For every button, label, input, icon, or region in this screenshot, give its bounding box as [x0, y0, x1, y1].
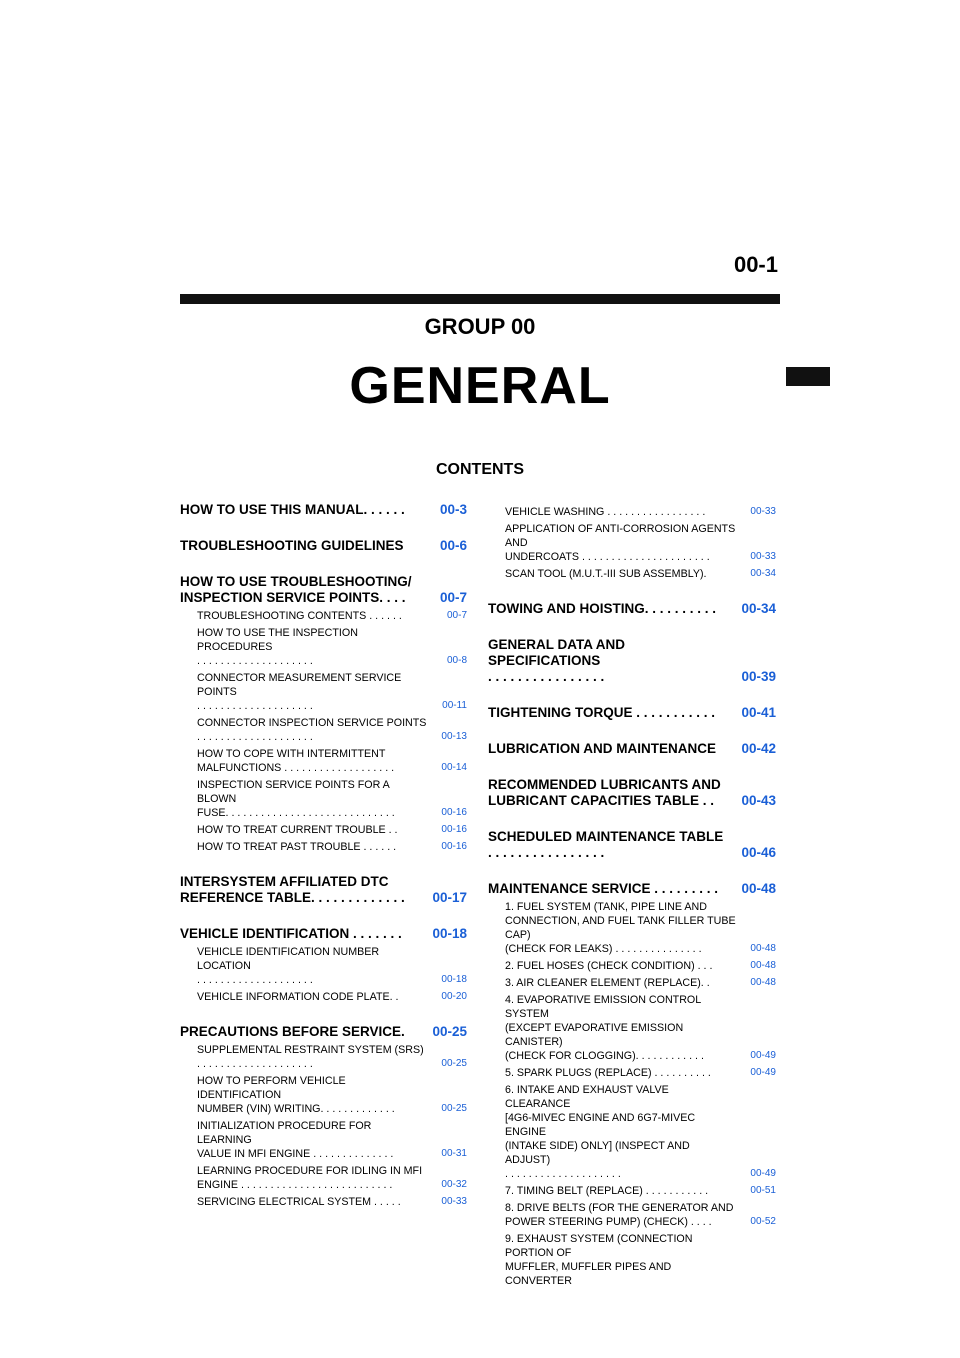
- toc-subsection-entry[interactable]: [197, 1074, 467, 1116]
- toc-subsection-entry[interactable]: [197, 990, 467, 1004]
- toc-entry-title: HOW TO TREAT PAST TROUBLE . . . . . .: [197, 841, 397, 853]
- toc-page-link[interactable]: 00-33: [441, 1196, 467, 1207]
- page-title: GENERAL: [349, 357, 611, 415]
- toc-entry-title: SUPPLEMENTAL RESTRAINT SYSTEM (SRS) . . . . . . . . . . . . . . . . . . . .: [197, 1044, 424, 1070]
- toc-entry-title: LUBRICATION AND MAINTENANCE: [488, 741, 716, 756]
- toc-page-link[interactable]: 00-48: [741, 881, 776, 896]
- toc-page-link[interactable]: 00-7: [439, 590, 467, 605]
- toc-page-link[interactable]: 00-43: [741, 793, 776, 808]
- toc-page-link[interactable]: 00-42: [741, 741, 776, 756]
- toc-page-link[interactable]: 00-49: [750, 1168, 776, 1179]
- toc-entry-title: 3. AIR CLEANER ELEMENT (REPLACE). .: [505, 977, 710, 989]
- toc-entry-title: 1. FUEL SYSTEM (TANK, PIPE LINE AND CONNECTION, AND FUEL TANK FILLER TUBE CAP) (CHECK FOR LEAKS) . . . . . . . . . . . . . . .: [505, 901, 736, 955]
- toc-subsection-entry[interactable]: [505, 993, 776, 1063]
- toc-entry-title: MAINTENANCE SERVICE . . . . . . . . .: [488, 881, 719, 896]
- toc-entry-title: LEARNING PROCEDURE FOR IDLING IN MFI ENGINE . . . . . . . . . . . . . . . . . . . . . . . . . .: [197, 1165, 423, 1191]
- toc-subsection-entry[interactable]: [197, 945, 467, 987]
- toc-page-link[interactable]: 00-6: [439, 538, 467, 553]
- toc-entry-title: HOW TO TREAT CURRENT TROUBLE . .: [197, 824, 398, 836]
- toc-page-link[interactable]: 00-34: [741, 601, 776, 616]
- toc-page-link[interactable]: 00-8: [446, 655, 467, 666]
- toc-page-link[interactable]: 00-25: [441, 1103, 467, 1114]
- toc-entry-title: 8. DRIVE BELTS (FOR THE GENERATOR AND POWER STEERING PUMP) (CHECK) . . . .: [505, 1202, 734, 1228]
- toc-subsection-entry[interactable]: [197, 671, 467, 713]
- toc-subsection-entry[interactable]: [197, 1164, 467, 1192]
- toc-left-column: [180, 502, 467, 1209]
- page-number: 00-1: [733, 252, 778, 277]
- toc-subsection-entry[interactable]: [197, 1195, 467, 1209]
- toc-section-entry[interactable]: [180, 538, 467, 554]
- toc-page-link[interactable]: 00-16: [441, 841, 467, 852]
- toc-subsection-entry[interactable]: [505, 1201, 776, 1229]
- toc-entry-title: CONNECTOR INSPECTION SERVICE POINTS . . . . . . . . . . . . . . . . . . . .: [197, 717, 427, 743]
- toc-subsection-entry[interactable]: [505, 959, 776, 973]
- toc-entry-title: 6. INTAKE AND EXHAUST VALVE CLEARANCE [4G6-MIVEC ENGINE AND 6G7-MIVEC ENGINE (INTAKE SIDE) ONLY] (INSPECT AND ADJUST) . . . . . . . . . . . . . . . . . . . .: [505, 1084, 696, 1180]
- toc-entry-title: 2. FUEL HOSES (CHECK CONDITION) . . .: [505, 960, 713, 972]
- toc-page-link[interactable]: 00-31: [441, 1148, 467, 1159]
- toc-page-link[interactable]: 00-34: [750, 568, 776, 579]
- toc-section-entry[interactable]: [488, 829, 776, 861]
- toc-page-link[interactable]: 00-14: [441, 762, 467, 773]
- toc-subsection-entry[interactable]: [197, 1119, 467, 1161]
- toc-section-entry[interactable]: [488, 881, 776, 897]
- toc-page-link[interactable]: 00-48: [750, 960, 776, 971]
- toc-page-link[interactable]: 00-25: [432, 1024, 467, 1039]
- toc-entry-title: SERVICING ELECTRICAL SYSTEM . . . . .: [197, 1196, 401, 1208]
- toc-subsection-entry[interactable]: [197, 716, 467, 744]
- toc-subsection-entry[interactable]: [197, 823, 467, 837]
- toc-subsection-entry[interactable]: [197, 609, 467, 623]
- toc-page-link[interactable]: 00-52: [750, 1216, 776, 1227]
- toc-entry-title: VEHICLE IDENTIFICATION NUMBER LOCATION . . . . . . . . . . . . . . . . . . . .: [197, 946, 380, 986]
- toc-section-entry[interactable]: [488, 777, 776, 809]
- toc-entry-title: 4. EVAPORATIVE EMISSION CONTROL SYSTEM (EXCEPT EVAPORATIVE EMISSION CANISTER) (CHECK FOR CLOGGING). . . . . . . . . . . .: [505, 994, 704, 1062]
- toc-page-link[interactable]: 00-18: [432, 926, 467, 941]
- toc-page-link[interactable]: 00-41: [741, 705, 776, 720]
- toc-entry-title: VEHICLE IDENTIFICATION . . . . . . .: [180, 926, 402, 941]
- toc-entry-title: RECOMMENDED LUBRICANTS AND LUBRICANT CAPACITIES TABLE . .: [488, 777, 721, 808]
- toc-subsection-entry[interactable]: [505, 505, 776, 519]
- toc-section-entry[interactable]: [180, 926, 467, 942]
- toc-section-entry[interactable]: [488, 601, 776, 617]
- toc-entry-title: HOW TO USE TROUBLESHOOTING/ INSPECTION SERVICE POINTS. . . .: [180, 574, 412, 605]
- toc-entry-title: HOW TO PERFORM VEHICLE IDENTIFICATION NUMBER (VIN) WRITING. . . . . . . . . . . . .: [197, 1075, 395, 1115]
- toc-page-link[interactable]: 00-13: [441, 731, 467, 742]
- toc-section-entry[interactable]: [180, 574, 467, 606]
- toc-page-link[interactable]: 00-16: [441, 824, 467, 835]
- group-title: GROUP 00: [424, 314, 536, 339]
- toc-page-link[interactable]: 00-32: [441, 1179, 467, 1190]
- toc-entry-title: VEHICLE WASHING . . . . . . . . . . . . . . . . .: [505, 506, 706, 518]
- toc-entry-title: TIGHTENING TORQUE . . . . . . . . . . .: [488, 705, 716, 720]
- toc-entry-title: HOW TO USE THE INSPECTION PROCEDURES . . . . . . . . . . . . . . . . . . . .: [197, 627, 358, 667]
- toc-subsection-entry[interactable]: [505, 1184, 776, 1198]
- toc-section-entry[interactable]: [180, 874, 467, 906]
- toc-subsection-entry[interactable]: [197, 747, 467, 775]
- toc-page-link[interactable]: 00-16: [441, 807, 467, 818]
- toc-page-link[interactable]: 00-17: [432, 890, 467, 905]
- toc-page-link[interactable]: 00-49: [750, 1050, 776, 1061]
- toc-page-link[interactable]: 00-48: [750, 977, 776, 988]
- toc-page-link[interactable]: 00-51: [750, 1185, 776, 1196]
- toc-entry-title: TROUBLESHOOTING CONTENTS . . . . . .: [197, 610, 402, 622]
- toc-entry-title: CONNECTOR MEASUREMENT SERVICE POINTS . . . . . . . . . . . . . . . . . . . .: [197, 672, 402, 712]
- toc-section-entry[interactable]: [488, 741, 776, 757]
- toc-page-link[interactable]: 00-7: [446, 610, 467, 621]
- toc-subsection-entry[interactable]: [505, 522, 776, 564]
- toc-section-entry[interactable]: [180, 1024, 467, 1040]
- header-rule: [180, 294, 780, 304]
- toc-entry-title: TOWING AND HOISTING. . . . . . . . . .: [488, 601, 717, 616]
- toc-page-link[interactable]: 00-48: [750, 943, 776, 954]
- toc-page-link[interactable]: 00-20: [441, 991, 467, 1002]
- toc-subsection-entry[interactable]: [505, 900, 776, 956]
- toc-entry-title: INITIALIZATION PROCEDURE FOR LEARNING VALUE IN MFI ENGINE . . . . . . . . . . . . . .: [197, 1120, 394, 1160]
- toc-page-link[interactable]: 00-11: [442, 700, 467, 711]
- toc-subsection-entry[interactable]: [505, 976, 776, 990]
- toc-entry-title: PRECAUTIONS BEFORE SERVICE.: [180, 1024, 405, 1039]
- toc-subsection-entry[interactable]: [505, 1232, 776, 1288]
- toc-entry-title: 9. EXHAUST SYSTEM (CONNECTION PORTION OF MUFFLER, MUFFLER PIPES AND CONVERTER: [505, 1233, 693, 1287]
- toc-entry-title: INSPECTION SERVICE POINTS FOR A BLOWN FUSE. . . . . . . . . . . . . . . . . . . . . . . . . . . . .: [197, 779, 395, 819]
- toc-page-link[interactable]: 00-46: [741, 845, 776, 860]
- toc-page-link[interactable]: 00-33: [750, 551, 776, 562]
- toc-entry-title: APPLICATION OF ANTI-CORROSION AGENTS AND UNDERCOATS . . . . . . . . . . . . . . . . . . . . . .: [505, 523, 736, 563]
- toc-entry-title: HOW TO COPE WITH INTERMITTENT MALFUNCTIONS . . . . . . . . . . . . . . . . . . .: [197, 748, 395, 774]
- toc-page-link[interactable]: 00-33: [750, 506, 776, 517]
- toc-right-column: [488, 502, 776, 1288]
- toc-entry-title: 5. SPARK PLUGS (REPLACE) . . . . . . . . . .: [505, 1067, 711, 1079]
- toc-page-link[interactable]: 00-18: [441, 974, 467, 985]
- toc-entry-title: 7. TIMING BELT (REPLACE) . . . . . . . . . . .: [505, 1185, 709, 1197]
- toc-entry-title: SCHEDULED MAINTENANCE TABLE . . . . . . . . . . . . . . . .: [488, 829, 724, 860]
- toc-subsection-entry[interactable]: [197, 778, 467, 820]
- toc-entry-title: TROUBLESHOOTING GUIDELINES: [180, 538, 404, 553]
- toc-page-link[interactable]: 00-25: [441, 1058, 467, 1069]
- toc-entry-title: GENERAL DATA AND SPECIFICATIONS . . . . . . . . . . . . . . . .: [488, 637, 625, 684]
- toc-subsection-entry[interactable]: [505, 567, 776, 581]
- toc-entry-title: SCAN TOOL (M.U.T.-III SUB ASSEMBLY).: [505, 568, 707, 580]
- toc-page-link[interactable]: 00-39: [741, 669, 776, 684]
- toc-entry-title: HOW TO USE THIS MANUAL. . . . . .: [180, 502, 405, 517]
- toc-page-link[interactable]: 00-49: [750, 1067, 776, 1078]
- toc-page-link[interactable]: 00-3: [439, 502, 467, 517]
- toc-subsection-entry[interactable]: [197, 1043, 467, 1071]
- toc-section-entry[interactable]: [488, 637, 776, 685]
- toc-subsection-entry[interactable]: [505, 1066, 776, 1080]
- toc-subsection-entry[interactable]: [197, 840, 467, 854]
- toc-subsection-entry[interactable]: [505, 1083, 776, 1181]
- toc-section-entry[interactable]: [488, 705, 776, 721]
- toc-entry-title: INTERSYSTEM AFFILIATED DTC REFERENCE TABLE. . . . . . . . . . . . .: [180, 874, 405, 905]
- toc-section-entry[interactable]: [180, 502, 467, 518]
- toc-subsection-entry[interactable]: [197, 626, 467, 668]
- contents-heading: CONTENTS: [436, 461, 524, 478]
- toc-entry-title: VEHICLE INFORMATION CODE PLATE. .: [197, 991, 399, 1003]
